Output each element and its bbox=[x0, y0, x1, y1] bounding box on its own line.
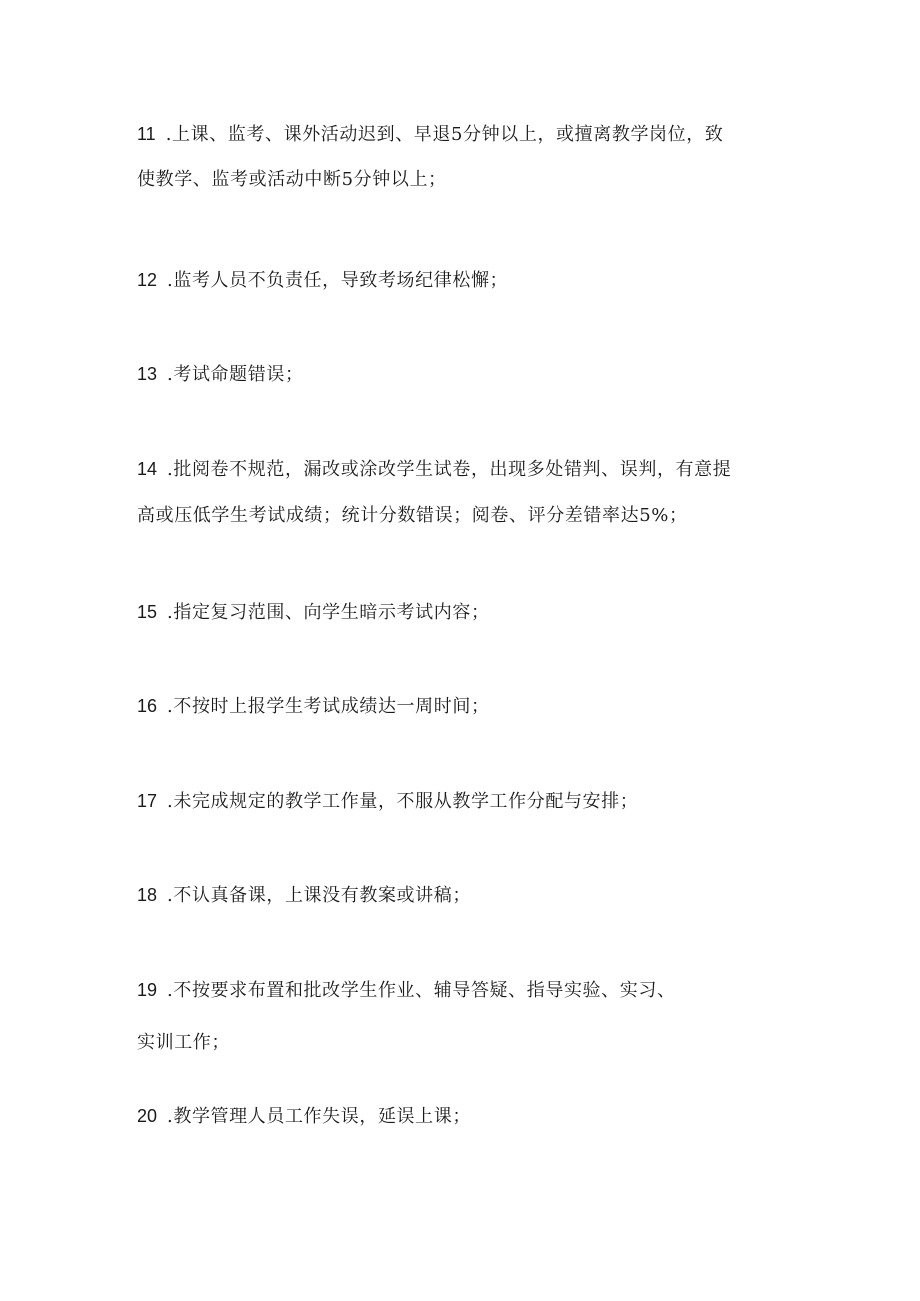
item-text: .监考人员不负责任，导致考场纪律松懈； bbox=[167, 270, 509, 291]
item-number: 19 bbox=[137, 980, 158, 1000]
item-number: 17 bbox=[137, 791, 158, 811]
item-number: 13 bbox=[137, 364, 158, 384]
item-text: .上课、监考、课外活动迟到、早退5分钟以上，或擅离教学岗位，致 bbox=[165, 124, 724, 145]
item-number: 12 bbox=[137, 270, 158, 290]
item-text: .考试命题错误； bbox=[167, 364, 304, 385]
item-text: .未完成规定的教学工作量，不服从教学工作分配与安排； bbox=[167, 791, 639, 812]
list-item-19-line-1 bbox=[137, 978, 797, 1003]
list-item-12-line-1 bbox=[137, 268, 797, 293]
item-text: .指定复习范围、向学生暗示考试内容； bbox=[167, 602, 490, 623]
list-item-13-line-1 bbox=[137, 362, 797, 387]
list-item-14-line-2 bbox=[137, 504, 797, 528]
item-text: .教学管理人员工作失误，延误上课； bbox=[167, 1106, 471, 1127]
list-item-19-line-2 bbox=[137, 1031, 797, 1055]
list-item-15-line-1 bbox=[137, 600, 797, 625]
list-item-16-line-1 bbox=[137, 694, 797, 719]
item-text: .不按要求布置和批改学生作业、辅导答疑、指导实验、实习、 bbox=[167, 980, 676, 1001]
item-text: .不按时上报学生考试成绩达一周时间； bbox=[167, 696, 490, 717]
item-text: 高或压低学生考试成绩；统计分数错误；阅卷、评分差错率达5%； bbox=[137, 505, 688, 526]
list-item-17-line-1 bbox=[137, 789, 797, 814]
item-number: 18 bbox=[137, 885, 158, 905]
list-item-14-line-1 bbox=[137, 457, 797, 482]
item-number: 20 bbox=[137, 1106, 158, 1126]
item-text: 实训工作； bbox=[137, 1032, 230, 1053]
item-number: 14 bbox=[137, 459, 158, 479]
list-item-18-line-1 bbox=[137, 883, 797, 908]
item-text: 使教学、监考或活动中断5分钟以上； bbox=[137, 169, 447, 190]
list-item-20-line-1 bbox=[137, 1104, 797, 1129]
item-text: .不认真备课，上课没有教案或讲稿； bbox=[167, 885, 471, 906]
item-number: 11 bbox=[137, 124, 156, 144]
list-item-11-line-1 bbox=[137, 122, 797, 147]
item-number: 15 bbox=[137, 602, 158, 622]
item-number: 16 bbox=[137, 696, 158, 716]
list-item-11-line-2 bbox=[137, 168, 797, 192]
item-text: .批阅卷不规范，漏改或涂改学生试卷，出现多处错判、误判，有意提 bbox=[167, 459, 732, 480]
